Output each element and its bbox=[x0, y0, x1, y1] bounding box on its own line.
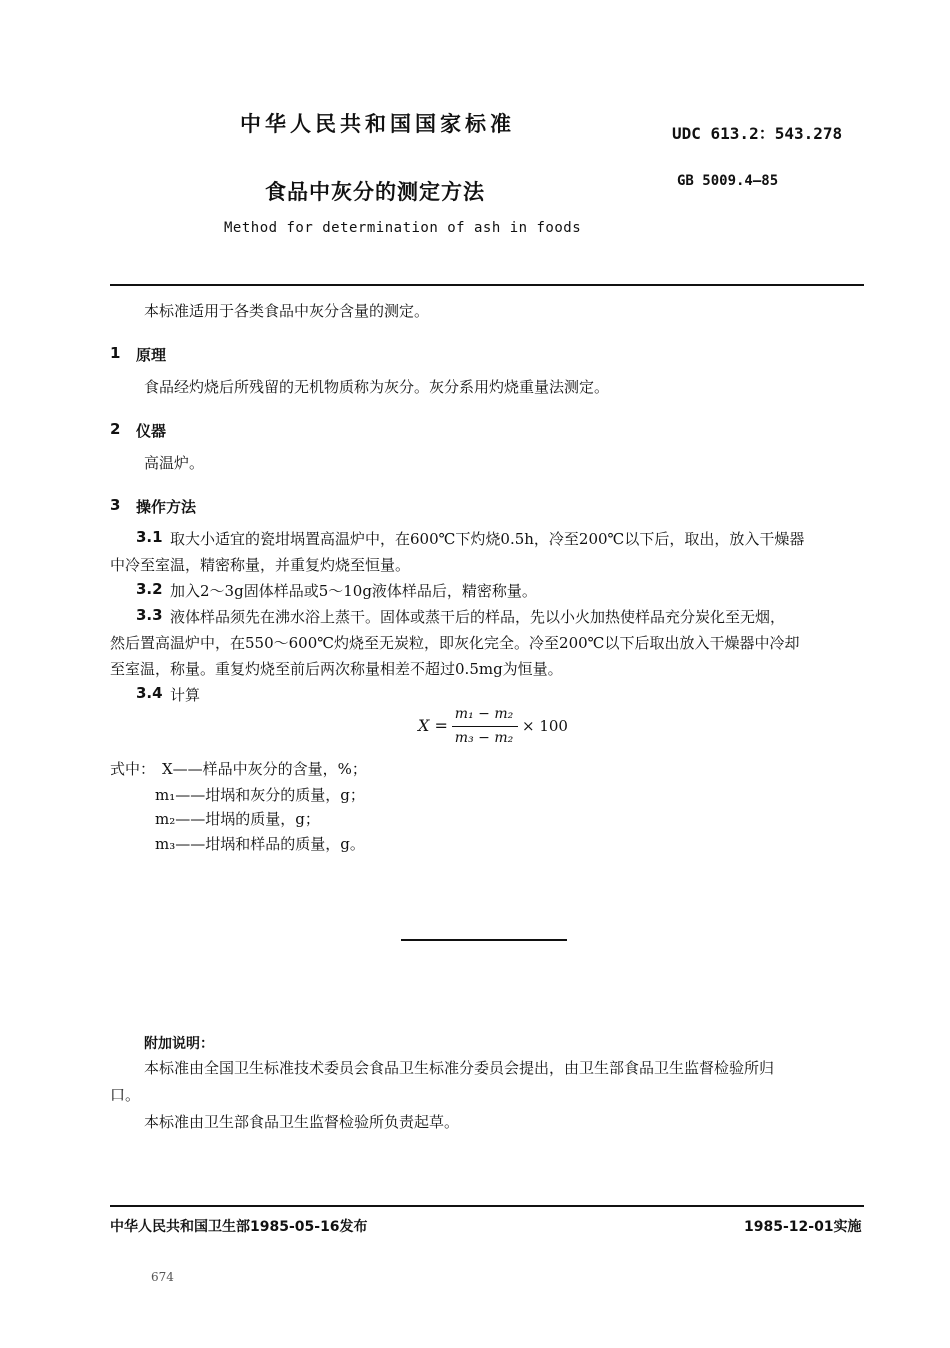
english-title: Method for determination of ash in foods bbox=[224, 220, 582, 236]
header-divider bbox=[110, 284, 864, 286]
footer-divider bbox=[110, 1205, 864, 1207]
effective-date: 1985-12-01实施 bbox=[744, 1219, 862, 1235]
section-3-3-line-2: 然后置高温炉中，在550～600℃灼烧至无炭粒，即灰化完全。冷至200℃以下后取出放入干燥器中冷却 bbox=[110, 634, 800, 652]
section-3-3-line-1: 液体样品须先在沸水浴上蒸干。固体或蒸干后的样品，先以小火加热使样品充分炭化至无烟， bbox=[170, 608, 786, 626]
section-3-title: 操作方法 bbox=[136, 498, 197, 516]
variable-m2: m₂——坩埚的质量，g； bbox=[155, 810, 320, 828]
variable-m1: m₁——坩埚和灰分的质量，g； bbox=[155, 786, 365, 804]
issue-info: 中华人民共和国卫生部1985-05-16发布 bbox=[110, 1219, 368, 1235]
section-3-4-number: 3.4 bbox=[136, 684, 163, 702]
note-line-1: 本标准由全国卫生标准技术委员会食品卫生标准分委员会提出，由卫生部食品卫生监督检验所归 bbox=[144, 1059, 775, 1077]
section-2-title: 仪器 bbox=[136, 422, 167, 440]
section-1-text: 食品经灼烧后所残留的无机物质称为灰分。灰分系用灼烧重量法测定。 bbox=[144, 378, 610, 396]
section-3-number: 3 bbox=[110, 496, 121, 514]
section-3-4-title: 计算 bbox=[170, 686, 201, 704]
section-2-number: 2 bbox=[110, 420, 121, 438]
section-3-1-line-1: 取大小适宜的瓷坩埚置高温炉中，在600℃下灼烧0.5h，冷至200℃以下后，取出，放入干燥器 bbox=[170, 530, 805, 548]
variable-m3: m₃——坩埚和样品的质量，g。 bbox=[155, 835, 365, 853]
intro-text: 本标准适用于各类食品中灰分含量的测定。 bbox=[144, 302, 430, 320]
section-3-2-line-1: 加入2～3g固体样品或5～10g液体样品后，精密称量。 bbox=[170, 582, 537, 600]
section-3-3-line-3: 至室温，称量。重复灼烧至前后两次称量相差不超过0.5mg为恒量。 bbox=[110, 660, 563, 678]
formula-lhs: X = bbox=[418, 716, 448, 735]
section-3-1-line-2: 中冷至室温，精密称量，并重复灼烧至恒量。 bbox=[110, 556, 411, 574]
note-title: 附加说明： bbox=[144, 1036, 214, 1052]
section-3-2-number: 3.2 bbox=[136, 580, 163, 598]
udc-code: UDC 613.2：543.278 bbox=[672, 124, 843, 143]
section-1-number: 1 bbox=[110, 344, 121, 362]
formula-denominator: m₃ − m₂ bbox=[454, 730, 514, 746]
formula-multiplier: × 100 bbox=[522, 717, 568, 735]
end-rule bbox=[401, 939, 567, 941]
page-number: 674 bbox=[151, 1270, 174, 1284]
variable-x: X——样品中灰分的含量，%； bbox=[162, 760, 367, 778]
variables-intro: 式中： bbox=[110, 760, 156, 778]
fraction-bar bbox=[452, 726, 518, 727]
section-3-1-number: 3.1 bbox=[136, 528, 163, 546]
formula-numerator: m₁ − m₂ bbox=[454, 706, 514, 722]
note-line-3: 本标准由卫生部食品卫生监督检验所负责起草。 bbox=[144, 1113, 460, 1131]
section-3-3-number: 3.3 bbox=[136, 606, 163, 624]
organization-title: 中华人民共和国国家标准 bbox=[240, 112, 515, 136]
section-1-title: 原理 bbox=[136, 346, 167, 364]
gb-code: GB 5009.4—85 bbox=[677, 173, 779, 189]
section-2-text: 高温炉。 bbox=[144, 454, 205, 472]
document-title: 食品中灰分的测定方法 bbox=[265, 180, 485, 204]
note-line-2: 口。 bbox=[110, 1086, 141, 1104]
